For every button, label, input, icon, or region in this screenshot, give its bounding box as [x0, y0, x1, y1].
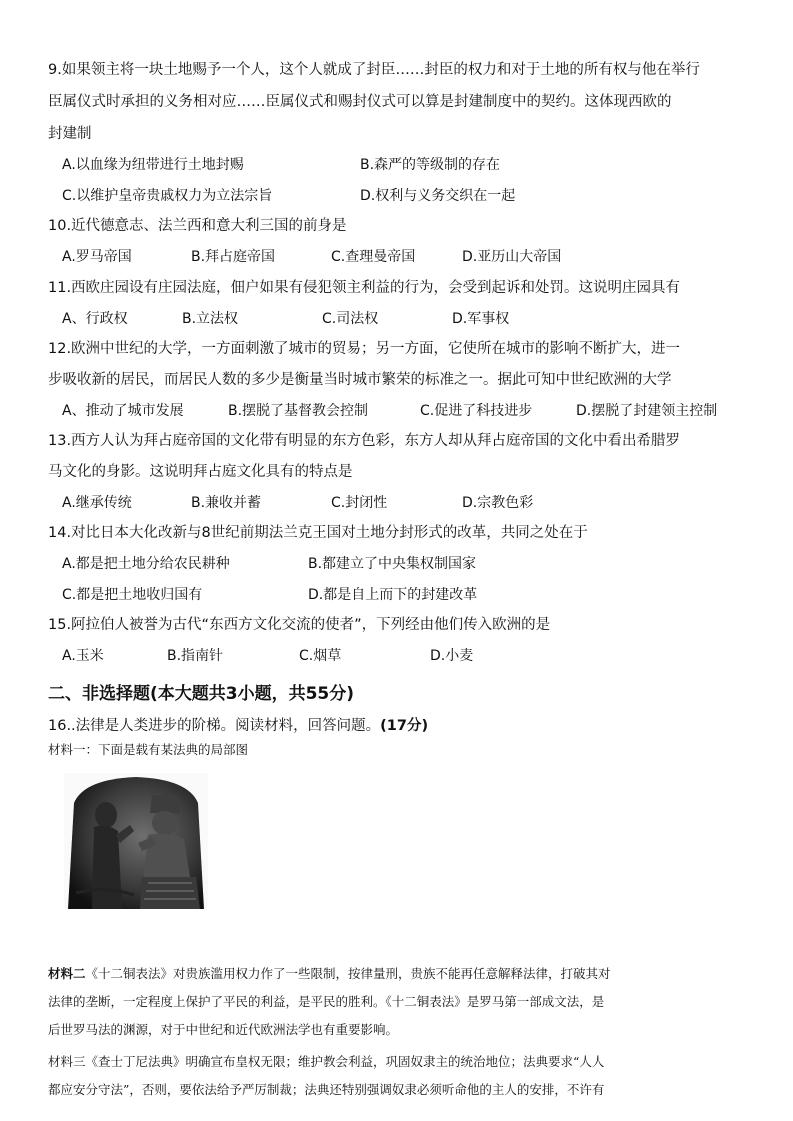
q9-option-d: D.权利与义务交织在一起: [360, 188, 516, 204]
q10-stem: 10.近代德意志、法兰西和意大利三国的前身是: [48, 218, 347, 234]
q10-option-c: C.查理曼帝国: [331, 249, 416, 265]
material-1-caption: 材料一：下面是载有某法典的局部图: [48, 742, 249, 757]
q14-option-d: D.都是自上而下的封建改革: [308, 587, 478, 603]
q9-option-c: C.以维护皇帝贵戚权力为立法宗旨: [62, 188, 273, 204]
q9-option-a: A.以血缘为纽带进行土地封赐: [62, 157, 244, 173]
q15-stem: 15.阿拉伯人被誉为古代“东西方文化交流的使者”，下列经由他们传入欧洲的是: [48, 617, 551, 633]
section-2-title: 二、非选择题(本大题共3小题，共55分): [48, 684, 355, 704]
q13-stem-line-1: 13.西方人认为拜占庭帝国的文化带有明显的东方色彩，东方人却从拜占庭帝国的文化中看出希腊罗: [48, 433, 681, 449]
stele-relief-graphic: [64, 773, 208, 909]
q11-option-b: B.立法权: [182, 311, 239, 327]
q13-option-b: B.兼收并蓄: [191, 495, 262, 511]
q15-option-a: A.玉米: [62, 648, 104, 664]
material-2-label: 材料二: [48, 966, 86, 981]
q12-stem-line-1: 12.欧洲中世纪的大学，一方面刺激了城市的贸易；另一方面，它使所在城市的影响不断扩大，进一: [48, 341, 681, 357]
q13-option-a: A.继承传统: [62, 495, 132, 511]
q11-stem: 11.西欧庄园设有庄园法庭，佃户如果有侵犯领主利益的行为，会受到起诉和处罚。这说明庄园具有: [48, 280, 681, 296]
code-stele-image: [64, 773, 208, 909]
q12-option-a: A、推动了城市发展: [62, 403, 184, 419]
q14-option-b: B.都建立了中央集权制国家: [308, 556, 477, 572]
material-2-line-1: [48, 960, 748, 988]
q12-option-b: B.摆脱了基督教会控制: [228, 403, 369, 419]
q12-option-d: D.摆脱了封建领主控制: [576, 403, 718, 419]
q10-option-b: B.拜占庭帝国: [191, 249, 276, 265]
q15-option-c: C.烟草: [299, 648, 342, 664]
q15-option-d: D.小麦: [430, 648, 474, 664]
q11-option-d: D.军事权: [452, 311, 510, 327]
q14-option-c: C.都是把土地收归国有: [62, 587, 203, 603]
q14-option-a: A.都是把土地分给农民耕种: [62, 556, 230, 572]
q9-stem-line-2: 臣属仪式时承担的义务相对应……臣属仪式和赐封仪式可以算是封建制度中的契约。这体现西欧的: [48, 94, 672, 110]
q16-score: (17分): [380, 718, 429, 734]
material-3-line-1: 材料三《查士丁尼法典》明确宣布皇权无限；维护教会利益，巩固奴隶主的统治地位；法典要求“人人: [48, 1054, 605, 1069]
q16-stem-text: 16..法律是人类进步的阶梯。阅读材料，回答问题。: [48, 718, 381, 734]
material-3-line-2: 都应安分守法”，否则，要依法给予严厉制裁；法典还特别强调奴隶必须听命他的主人的安排，不许有: [48, 1082, 605, 1097]
q16-stem: [48, 716, 428, 736]
q12-stem-line-2: 步吸收新的居民，而居民人数的多少是衡量当时城市繁荣的标准之一。据此可知中世纪欧洲的大学: [48, 372, 672, 388]
q9-stem-line-3: 封建制: [48, 126, 92, 142]
q10-option-d: D.亚历山大帝国: [462, 249, 562, 265]
material-2-line-2: 法律的垄断，一定程度上保护了平民的利益，是平民的胜利。《十二铜表法》是罗马第一部成文法，是: [48, 994, 605, 1009]
material-2-line-3: 后世罗马法的渊源，对于中世纪和近代欧洲法学也有重要影响。: [48, 1022, 399, 1037]
q13-stem-line-2: 马文化的身影。这说明拜占庭文化具有的特点是: [48, 464, 353, 480]
q15-option-b: B.指南针: [167, 648, 224, 664]
q9-option-b: B.森严的等级制的存在: [360, 157, 501, 173]
q14-stem: 14.对比日本大化改新与8世纪前期法兰克王国对土地分封形式的改革，共同之处在于: [48, 525, 588, 541]
q12-option-c: C.促进了科技进步: [420, 403, 533, 419]
material-2-text-1: 《十二铜表法》对贵族滥用权力作了一些限制，按律量刑，贵族不能再任意解释法律，打破其对: [85, 966, 611, 981]
q13-option-c: C.封闭性: [331, 495, 388, 511]
q10-option-a: A.罗马帝国: [62, 249, 132, 265]
q13-option-d: D.宗教色彩: [462, 495, 534, 511]
q11-option-c: C.司法权: [322, 311, 379, 327]
q11-option-a: A、行政权: [62, 311, 128, 327]
q9-stem-line-1: 9.如果领主将一块土地赐予一个人，这个人就成了封臣……封臣的权力和对于土地的所有权与他在举行: [48, 62, 700, 78]
